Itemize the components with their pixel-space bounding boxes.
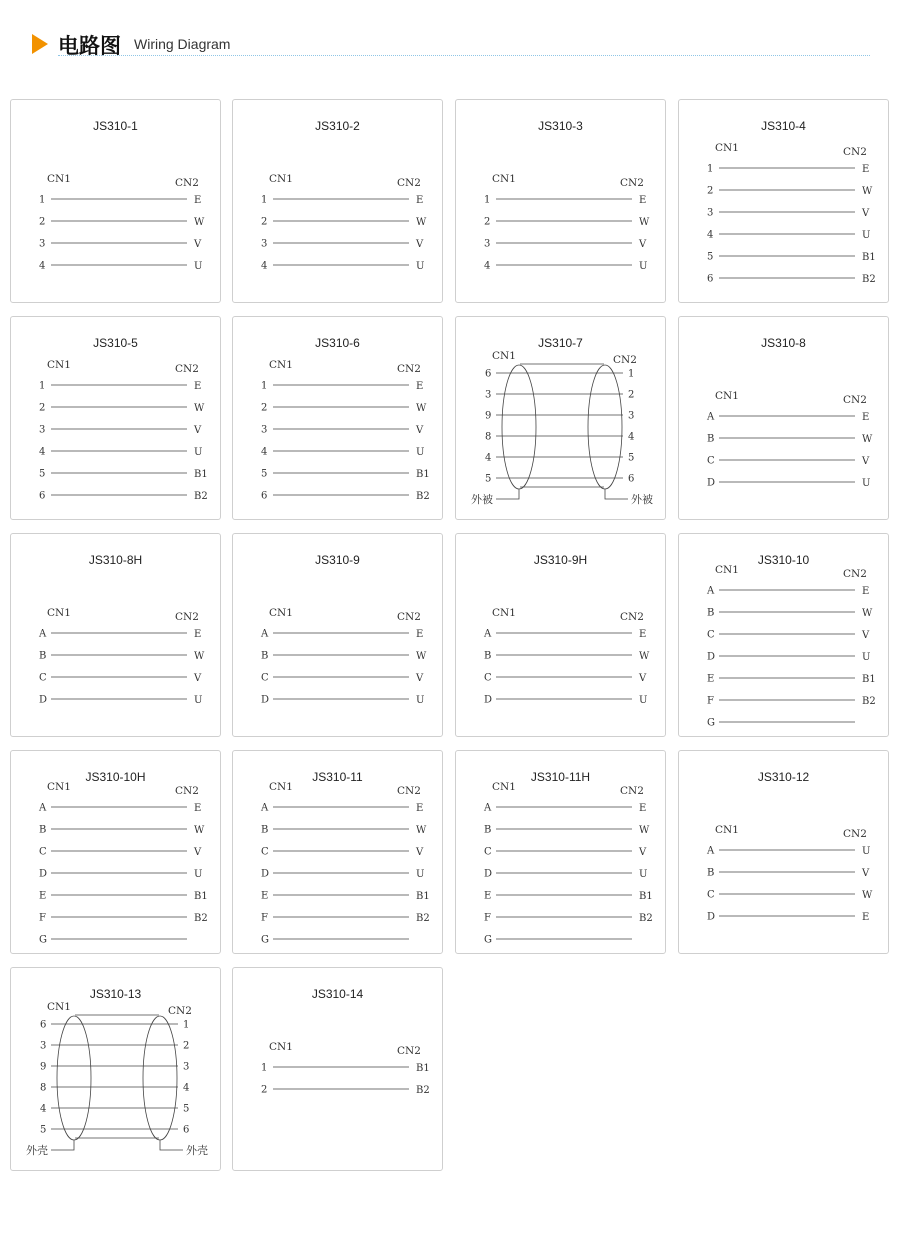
- wiring-diagram: [233, 751, 444, 955]
- cn2-label: CN2: [613, 354, 637, 366]
- cn1-label: CN1: [715, 564, 739, 576]
- wiring-diagram: [679, 100, 890, 304]
- cn2-pin-label: W: [639, 825, 650, 836]
- cn1-label: CN1: [715, 390, 739, 402]
- cn2-pin-label: B1: [862, 674, 876, 685]
- page-header: [32, 28, 870, 60]
- cn2-pin-label: B1: [194, 891, 208, 902]
- cn1-label: CN1: [269, 173, 293, 185]
- cn2-pin-label: E: [416, 381, 424, 392]
- cn1-label: CN1: [269, 607, 293, 619]
- cn1-pin-label: 4: [39, 260, 46, 272]
- cn2-label: CN2: [620, 611, 644, 623]
- cn2-pin-label: V: [862, 456, 870, 467]
- cn1-label: CN1: [492, 173, 516, 185]
- cn2-pin-label: W: [862, 608, 873, 619]
- cn2-pin-label: W: [194, 825, 205, 836]
- cn1-pin-label: 2: [261, 1084, 268, 1096]
- cn2-label: CN2: [397, 363, 421, 375]
- cn2-pin-label: V: [194, 673, 202, 684]
- cn2-pin-label: 5: [183, 1103, 190, 1115]
- wiring-card: [232, 750, 443, 954]
- cn1-pin-label: D: [39, 868, 48, 880]
- cn1-pin-label: 5: [40, 1124, 47, 1136]
- cn2-pin-label: E: [639, 803, 647, 814]
- cn1-pin-label: 6: [261, 490, 268, 502]
- cn2-pin-label: W: [416, 403, 427, 414]
- cn2-pin-label: W: [416, 651, 427, 662]
- shield-ellipse-left: [57, 1016, 91, 1140]
- cn1-pin-label: 1: [484, 194, 491, 206]
- cn2-label: CN2: [175, 177, 199, 189]
- card-title: JS310-9H: [533, 553, 588, 567]
- shield-lead-right: [160, 1140, 183, 1150]
- cn1-label: CN1: [492, 607, 516, 619]
- cn2-pin-label: 6: [628, 473, 635, 485]
- cn1-label: CN1: [47, 781, 71, 793]
- cn1-pin-label: 5: [707, 251, 714, 263]
- cn1-pin-label: 8: [485, 431, 492, 443]
- cn1-pin-label: A: [707, 585, 715, 597]
- cn2-pin-label: B2: [416, 491, 430, 502]
- wiring-card: [678, 99, 889, 303]
- cn1-pin-label: 5: [261, 468, 268, 480]
- wiring-card: [10, 967, 221, 1171]
- cn2-pin-label: E: [194, 381, 202, 392]
- cn1-pin-label: E: [707, 673, 715, 685]
- cn1-label: CN1: [715, 824, 739, 836]
- cn2-pin-label: V: [416, 425, 424, 436]
- cn2-pin-label: E: [194, 629, 202, 640]
- cn2-pin-label: E: [862, 412, 870, 423]
- cn2-pin-label: 5: [628, 452, 635, 464]
- cn2-label: CN2: [168, 1005, 192, 1017]
- header-divider: [58, 55, 870, 56]
- cn1-label: CN1: [492, 781, 516, 793]
- wiring-card: [455, 750, 666, 954]
- cn1-pin-label: 5: [39, 468, 46, 480]
- cn1-pin-label: 4: [40, 1103, 47, 1115]
- cn1-pin-label: C: [39, 672, 47, 684]
- wiring-diagram: [233, 100, 444, 304]
- cn2-pin-label: U: [194, 447, 203, 458]
- cn1-pin-label: 3: [39, 424, 46, 436]
- cn2-pin-label: V: [416, 847, 424, 858]
- cn1-pin-label: 8: [40, 1082, 47, 1094]
- wiring-card: [10, 750, 221, 954]
- cn1-pin-label: F: [707, 695, 714, 707]
- cn2-pin-label: B1: [416, 1063, 430, 1074]
- cn1-pin-label: G: [39, 934, 47, 946]
- cn2-pin-label: W: [416, 825, 427, 836]
- cn2-label: CN2: [843, 146, 867, 158]
- cn1-label: CN1: [47, 173, 71, 185]
- cn1-pin-label: D: [707, 911, 716, 923]
- wiring-card: [455, 533, 666, 737]
- cn2-pin-label: U: [862, 652, 871, 663]
- cn2-pin-label: U: [194, 261, 203, 272]
- shield-right-label: 外被: [631, 493, 653, 506]
- cn1-pin-label: 6: [707, 273, 714, 285]
- cn1-pin-label: F: [261, 912, 268, 924]
- wiring-diagram: [233, 317, 444, 521]
- card-title: JS310-4: [761, 119, 806, 133]
- cn2-label: CN2: [175, 785, 199, 797]
- wiring-card: [10, 316, 221, 520]
- cn1-pin-label: C: [484, 672, 492, 684]
- page-title-cn: 电路图: [58, 34, 121, 58]
- cn1-pin-label: D: [261, 694, 270, 706]
- cn2-pin-label: V: [416, 239, 424, 250]
- cn1-label: CN1: [269, 781, 293, 793]
- cn1-pin-label: C: [707, 629, 715, 641]
- card-title: JS310-14: [311, 987, 364, 1001]
- cn1-pin-label: E: [484, 890, 492, 902]
- cn2-pin-label: 1: [628, 368, 635, 380]
- wiring-card: [10, 533, 221, 737]
- cn1-pin-label: 2: [39, 216, 46, 228]
- wiring-card: [232, 967, 443, 1171]
- cn2-pin-label: B2: [194, 491, 208, 502]
- cn1-pin-label: C: [484, 846, 492, 858]
- shield-right-label: 外壳: [186, 1144, 208, 1157]
- cn1-label: CN1: [492, 350, 516, 362]
- cn1-pin-label: B: [261, 824, 269, 836]
- cn2-pin-label: 6: [183, 1124, 190, 1136]
- shield-ellipse-right: [588, 365, 622, 489]
- cn1-pin-label: B: [484, 650, 492, 662]
- cn2-label: CN2: [843, 828, 867, 840]
- cn2-pin-label: V: [194, 239, 202, 250]
- cn2-label: CN2: [843, 394, 867, 406]
- shield-lead-left: [496, 489, 519, 499]
- cn1-label: CN1: [47, 359, 71, 371]
- wiring-card: [232, 99, 443, 303]
- card-title: JS310-2: [315, 119, 360, 133]
- cn1-pin-label: B: [39, 824, 47, 836]
- cn2-pin-label: 2: [628, 389, 635, 401]
- wiring-diagram: [456, 751, 667, 955]
- wiring-card: [10, 99, 221, 303]
- cn1-pin-label: 2: [39, 402, 46, 414]
- cn1-pin-label: 6: [40, 1019, 47, 1031]
- cn1-pin-label: 4: [261, 260, 268, 272]
- cn2-pin-label: 3: [183, 1061, 190, 1073]
- cn1-pin-label: D: [484, 694, 493, 706]
- wiring-diagram: [233, 968, 444, 1172]
- cn1-pin-label: D: [707, 651, 716, 663]
- page-title-en: Wiring Diagram: [134, 36, 231, 52]
- cn1-pin-label: A: [484, 628, 492, 640]
- cn1-pin-label: E: [261, 890, 269, 902]
- cn1-pin-label: 6: [39, 490, 46, 502]
- cn2-pin-label: V: [862, 630, 870, 641]
- play-arrow-icon: [32, 34, 48, 54]
- cn2-pin-label: W: [194, 651, 205, 662]
- wiring-diagram: [456, 534, 667, 738]
- cn1-pin-label: B: [707, 607, 715, 619]
- cn1-label: CN1: [715, 142, 739, 154]
- card-title: JS310-13: [89, 987, 142, 1001]
- cn1-pin-label: E: [39, 890, 47, 902]
- cn2-pin-label: B2: [194, 913, 208, 924]
- wiring-card: [678, 750, 889, 954]
- cn1-label: CN1: [47, 607, 71, 619]
- cn1-pin-label: A: [484, 802, 492, 814]
- cn2-pin-label: E: [416, 195, 424, 206]
- cn1-pin-label: 1: [39, 380, 46, 392]
- cn1-pin-label: D: [484, 868, 493, 880]
- cn2-pin-label: E: [194, 803, 202, 814]
- cn2-pin-label: 4: [628, 431, 635, 443]
- cn2-label: CN2: [175, 611, 199, 623]
- cn2-pin-label: B2: [416, 913, 430, 924]
- cn1-pin-label: 2: [261, 216, 268, 228]
- cn1-pin-label: 2: [707, 185, 714, 197]
- cn2-pin-label: V: [639, 673, 647, 684]
- cn1-pin-label: G: [707, 717, 715, 729]
- cn1-pin-label: 4: [485, 452, 492, 464]
- cn2-pin-label: U: [416, 695, 425, 706]
- card-title: JS310-11H: [530, 770, 591, 784]
- card-title: JS310-1: [93, 119, 138, 133]
- cn1-pin-label: 6: [485, 368, 492, 380]
- cn1-pin-label: B: [484, 824, 492, 836]
- cn1-pin-label: G: [261, 934, 269, 946]
- cn1-pin-label: C: [707, 455, 715, 467]
- cn1-pin-label: A: [39, 628, 47, 640]
- cn1-label: CN1: [269, 359, 293, 371]
- cn2-pin-label: W: [862, 890, 873, 901]
- cn1-pin-label: F: [39, 912, 46, 924]
- card-title: JS310-9: [315, 553, 360, 567]
- cn2-label: CN2: [620, 177, 644, 189]
- cn1-pin-label: 9: [40, 1061, 47, 1073]
- cn1-pin-label: 3: [485, 389, 492, 401]
- card-title: JS310-8H: [88, 553, 143, 567]
- cn1-label: CN1: [269, 1041, 293, 1053]
- cn1-pin-label: A: [39, 802, 47, 814]
- cn2-pin-label: V: [639, 847, 647, 858]
- cn2-pin-label: B1: [862, 252, 876, 263]
- cn2-pin-label: U: [862, 230, 871, 241]
- cn2-pin-label: W: [862, 186, 873, 197]
- cn2-label: CN2: [397, 611, 421, 623]
- cn2-pin-label: 2: [183, 1040, 190, 1052]
- cn2-pin-label: E: [639, 195, 647, 206]
- shield-ellipse-left: [502, 365, 536, 489]
- cn2-pin-label: B2: [639, 913, 653, 924]
- cn2-pin-label: U: [862, 846, 871, 857]
- cn1-pin-label: A: [261, 628, 269, 640]
- cn2-pin-label: W: [639, 217, 650, 228]
- cn1-pin-label: 3: [40, 1040, 47, 1052]
- cn1-pin-label: B: [707, 867, 715, 879]
- wiring-diagram: [11, 751, 222, 955]
- cn1-pin-label: B: [261, 650, 269, 662]
- cn2-pin-label: B2: [862, 274, 876, 285]
- wiring-diagram: [456, 100, 667, 304]
- cn2-pin-label: B2: [862, 696, 876, 707]
- cn2-pin-label: E: [862, 912, 870, 923]
- cn2-pin-label: U: [639, 261, 648, 272]
- cn2-pin-label: V: [194, 847, 202, 858]
- wiring-diagram: [11, 317, 222, 521]
- cn1-pin-label: G: [484, 934, 492, 946]
- card-title: JS310-6: [315, 336, 360, 350]
- cn1-pin-label: 1: [707, 163, 714, 175]
- cn2-pin-label: E: [416, 629, 424, 640]
- cn2-pin-label: 3: [628, 410, 635, 422]
- card-title: JS310-8: [761, 336, 806, 350]
- cn2-pin-label: E: [416, 803, 424, 814]
- cn1-pin-label: 2: [261, 402, 268, 414]
- cn1-pin-label: 3: [39, 238, 46, 250]
- cn2-pin-label: W: [416, 217, 427, 228]
- cn1-pin-label: 4: [39, 446, 46, 458]
- cn1-pin-label: 3: [261, 238, 268, 250]
- wiring-card: [232, 533, 443, 737]
- shield-left-label: 外壳: [26, 1144, 48, 1157]
- cn2-pin-label: V: [862, 868, 870, 879]
- wiring-card: [455, 99, 666, 303]
- cn1-pin-label: C: [39, 846, 47, 858]
- cn1-pin-label: 1: [261, 194, 268, 206]
- cn2-pin-label: U: [416, 261, 425, 272]
- cn2-pin-label: V: [639, 239, 647, 250]
- cn2-pin-label: V: [862, 208, 870, 219]
- cn1-pin-label: B: [707, 433, 715, 445]
- cn2-pin-label: W: [639, 651, 650, 662]
- cn2-label: CN2: [175, 363, 199, 375]
- shield-lead-left: [51, 1140, 74, 1150]
- cn1-pin-label: 1: [261, 380, 268, 392]
- wiring-diagram: [679, 751, 890, 955]
- cn2-pin-label: B1: [416, 891, 430, 902]
- cn1-label: CN1: [47, 1001, 71, 1013]
- wiring-diagram: [11, 534, 222, 738]
- cn1-pin-label: 9: [485, 410, 492, 422]
- wiring-diagram: [679, 534, 890, 738]
- cn2-pin-label: E: [194, 195, 202, 206]
- card-title: JS310-7: [538, 336, 583, 350]
- cn1-pin-label: A: [707, 411, 715, 423]
- cn1-pin-label: C: [707, 889, 715, 901]
- cn2-pin-label: B1: [194, 469, 208, 480]
- card-title: JS310-10: [757, 553, 810, 567]
- wiring-card: [455, 316, 666, 520]
- wiring-diagram: [456, 317, 667, 521]
- cn1-pin-label: 5: [485, 473, 492, 485]
- cn1-pin-label: 3: [707, 207, 714, 219]
- cn1-pin-label: D: [261, 868, 270, 880]
- cn2-label: CN2: [620, 785, 644, 797]
- cn2-pin-label: 4: [183, 1082, 190, 1094]
- wiring-diagram: [233, 534, 444, 738]
- cn1-pin-label: C: [261, 672, 269, 684]
- cn2-pin-label: B1: [639, 891, 653, 902]
- cn2-pin-label: U: [862, 478, 871, 489]
- cn2-pin-label: W: [862, 434, 873, 445]
- cn2-pin-label: E: [862, 164, 870, 175]
- wiring-diagram: [11, 100, 222, 304]
- cn2-pin-label: E: [639, 629, 647, 640]
- card-title: JS310-5: [93, 336, 138, 350]
- cn2-label: CN2: [397, 177, 421, 189]
- cn1-pin-label: 4: [707, 229, 714, 241]
- cn2-pin-label: W: [194, 403, 205, 414]
- card-title: JS310-10H: [85, 770, 146, 784]
- cn1-pin-label: C: [261, 846, 269, 858]
- cn1-pin-label: 3: [261, 424, 268, 436]
- wiring-card: [678, 316, 889, 520]
- card-title: JS310-12: [757, 770, 810, 784]
- shield-ellipse-right: [143, 1016, 177, 1140]
- cn2-pin-label: U: [194, 695, 203, 706]
- cn1-pin-label: 1: [39, 194, 46, 206]
- cn2-pin-label: U: [639, 869, 648, 880]
- cn1-pin-label: D: [707, 477, 716, 489]
- shield-left-label: 外被: [471, 493, 493, 506]
- cn1-pin-label: 1: [261, 1062, 268, 1074]
- cn2-label: CN2: [397, 785, 421, 797]
- cn2-pin-label: B2: [416, 1085, 430, 1096]
- cn1-pin-label: 3: [484, 238, 491, 250]
- wiring-card: [232, 316, 443, 520]
- cn2-pin-label: B1: [416, 469, 430, 480]
- cn2-pin-label: U: [639, 695, 648, 706]
- cn2-pin-label: U: [416, 869, 425, 880]
- cn1-pin-label: F: [484, 912, 491, 924]
- cn2-pin-label: W: [194, 217, 205, 228]
- shield-lead-right: [605, 489, 628, 499]
- cn1-pin-label: 4: [484, 260, 491, 272]
- cn2-pin-label: V: [416, 673, 424, 684]
- cn2-pin-label: E: [862, 586, 870, 597]
- cn2-label: CN2: [843, 568, 867, 580]
- cn2-pin-label: 1: [183, 1019, 190, 1031]
- cn1-pin-label: 4: [261, 446, 268, 458]
- cn1-pin-label: A: [707, 845, 715, 857]
- cn2-label: CN2: [397, 1045, 421, 1057]
- cn1-pin-label: D: [39, 694, 48, 706]
- wiring-diagram: [11, 968, 222, 1172]
- card-title: JS310-3: [538, 119, 583, 133]
- wiring-card: [678, 533, 889, 737]
- cn2-pin-label: V: [194, 425, 202, 436]
- wiring-diagram: [679, 317, 890, 521]
- cn2-pin-label: U: [416, 447, 425, 458]
- cn1-pin-label: B: [39, 650, 47, 662]
- cn1-pin-label: 2: [484, 216, 491, 228]
- card-title: JS310-11: [312, 770, 363, 784]
- cn1-pin-label: A: [261, 802, 269, 814]
- cn2-pin-label: U: [194, 869, 203, 880]
